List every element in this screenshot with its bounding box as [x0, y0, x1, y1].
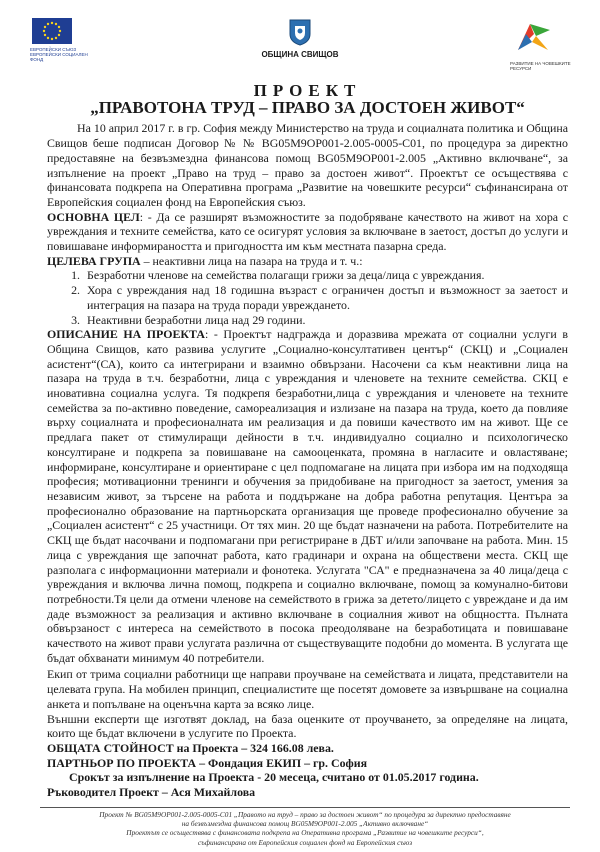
municipality-logo [250, 18, 350, 59]
description-text: : - Проектът надгражда и доразвива мрежата от социални услуги в Община Свищов, като развива услугите „Социално-консултативен център“ (СКЦ) и „Социален асистент“(СА), които са интегрирани и взаимно обвързани. Насочени са към неактивни лица на пазара на труда в т.ч. безработни, лица с увреждания и членовете на техните семейства. СКЦ е иновативна социална услуга. Тя подкрепя безработни,лица с увреждания и членовете на техните семейства за по-активно поведение, самореализация и излизане на пазара на труда, което да повлияе върху социалната и професионалната им реализация и да повиши качеството им на живот. Ще се предлага пакет от стимулиращи дейности в т.ч. индивидуално социално и психологическо консултиране и подкрепа за повишаване на самооценката, промяна в нагласите и овластяване; информиране, консултиране и ориентиране с цел подпомагане на лицата при избора им на подходяща професия; мотивационни тренинги и обучения за придобиване на пригодност за заетост, умения за независим живот, за търсене на работа и поддържане на добра работна репутация. Центъра за професионално образование на партньорската организация ще проведе професионално обучение за „Социален асистент“ с 25 участници. От тях мин. 20 ще бъдат назначени на работа. Потребителите на СКЦ ще бъдат насочвани и подпомагани при регистриране в ДБТ и/или започване на работа. Мин. 15 лица с увреждания ще започнат работа, като градинари и охрана на обществени места. СКЦ ще разполага с информационни материали и фонотека. Услугата "СА" е предназначена за 40 лица/деца с увреждания и включва лична помощ, подкрепа и социално включване, помощ за комунално-битови потребности.Тя цели да отмени членове на семейството в грижа за детето/лицето с увреждане и да им даде възможност за реализация и активно включване в социалния живот на общността. Пълната обвързаност с интереса на семейството в посока преодоляване на безработицата и повишаване качеството на живот прави услугата различна от съществуващите подобни до момента. В услугата ще бъдат обхванати минимум 40 потребители. [47, 327, 568, 665]
document-body [47, 81, 568, 800]
project-name: „ПРАВОТОНА ТРУД – ПРАВО ЗА ДОСТОЕН ЖИВОТ“ [90, 97, 525, 117]
op-logo [510, 20, 580, 71]
op-logo-text: РАЗВИТИЕ НА ЧОВЕШКИТЕ РЕСУРСИ [510, 61, 571, 71]
target-group-list [47, 268, 568, 327]
description-paragraph [47, 327, 568, 665]
op-star-icon [510, 20, 554, 54]
eu-logo-text: ЕВРОПЕЙСКИ СЪЮЗ ЕВРОПЕЙСКИ СОЦИАЛЕН ФОНД [30, 47, 88, 62]
goal-paragraph [47, 210, 568, 254]
project-manager: Ръководител Проект – Ася Михайлова [47, 785, 256, 800]
target-text: – неактивни лица на пазара на труда и т. ч.: [140, 253, 363, 268]
page-title: ПРОЕКТ [253, 81, 362, 100]
target-label: ЦЕЛЕВА ГРУПА [47, 253, 141, 268]
footer-line: Проект № BG05M9OP001-2.005-0005-C01 „Правото на труд – право за достоен живот“ по процедура за директно предоставяне [99, 810, 511, 819]
list-item: 3. Неактивни безработни лица над 29 години. [83, 313, 568, 328]
list-item: 1. Безработни членове на семейства полагащи грижи за деца/лица с увреждания. [83, 268, 568, 283]
experts-paragraph: Външни експерти ще изготвят доклад, на база оценките от проучването, за определяне на лицата, които ще бъдат включени в услугите по Проекта. [47, 711, 568, 741]
eu-flag-icon [32, 18, 72, 44]
total-value: ОБЩАТА СТОЙНОСТ на Проекта – 324 166.08 лева. [47, 740, 334, 755]
eu-logo [30, 18, 94, 62]
municipality-name: ОБЩИНА СВИЩОВ [261, 50, 339, 59]
goal-text: : - Да се разширят възможностите за подобряване качеството на живот на хора с увреждания и техните семейства, като се осигурят условия за включване в заетост, достъп до услуги и повишаване информираността и пригодността им към местната пазарна среда. [47, 209, 568, 254]
footer-line: Проектът се осъществява с финансовата подкрепа на Оперативна програма „Развитие на човешките ресурси“, [126, 828, 484, 838]
description-label: ОПИСАНИЕ НА ПРОЕКТА [47, 327, 205, 342]
partner: ПАРТНЬОР ПО ПРОЕКТА – Фондация ЕКИП – гр. София [47, 755, 368, 770]
project-term: Срокът за изпълнение на Проекта - 20 месеца, считано от 01.05.2017 година. [69, 770, 479, 785]
page-footer [40, 807, 570, 847]
footer-line: съфинансирана от Европейския социален фонд на Европейския съюз [197, 837, 413, 847]
footer-line: на безвъзмездна финансова помощ BG05M9OP001-2.005 „Активно включване“ [181, 819, 429, 829]
intro-paragraph: На 10 април 2017 г. в гр. София между Министерство на труда и социалната политика и Община Свищов беше подписан Договор № № BG05M9OP001-2.005-0005-C01, по процедура за директно предоставяне на безвъзмездна финансова помощ BG05M9OP001-2.005 „Активно включване“, за изпълнение на проект „Право на труд – право за достоен живот“. Проектът се осъществява с финансовата подкрепа на Оперативна програма „Развитие на човешките ресурси“ съфинансирана от Европейския социален фонд на Европейския съюз. [47, 121, 568, 209]
list-item: 2. Хора с увреждания над 18 годишна възраст с ограничен достъп и възможност за заетост и интеграция на пазара на труда поради увреждането. [83, 283, 568, 312]
team-paragraph: Екип от трима социални работници ще направи проучване на семействата и лицата, представители на целевата група. На мобилен принцип, специалистите ще посетят домовете за извършване на социална анкета и попълване на оценъчна карта за всяко лице. [47, 667, 568, 711]
goal-label: ОСНОВНА ЦЕЛ [47, 209, 140, 224]
target-group-heading [47, 254, 568, 269]
municipality-crest-icon [288, 18, 312, 46]
page-header [0, 0, 600, 80]
